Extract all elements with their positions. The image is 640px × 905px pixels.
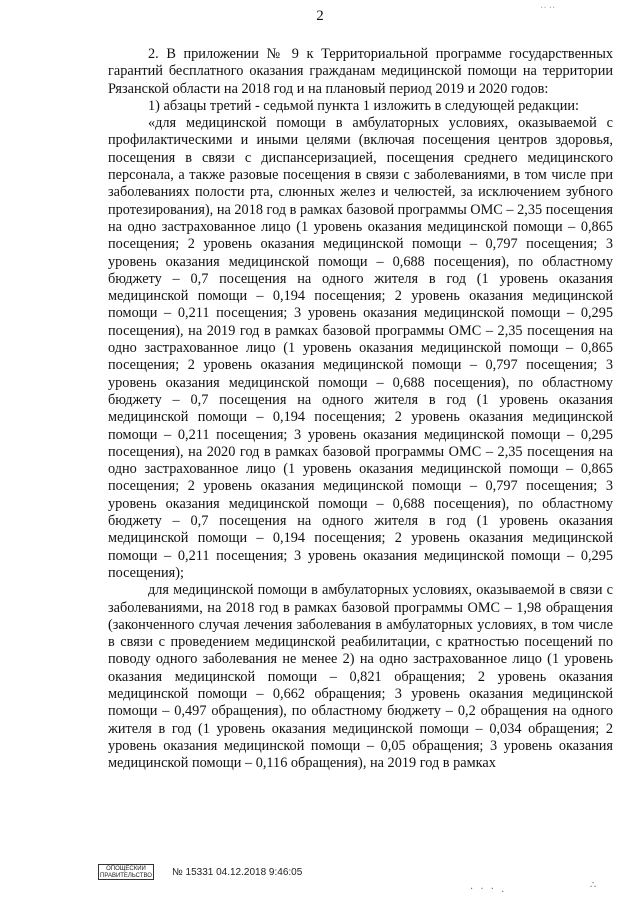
paragraph-item-2: 2. В приложении № 9 к Территориальной программе государственных гарантий бесплатного оказания гражданам медицинской помощи на территории Рязанской области на 2018 год и на плановый период 2019 и 2020 годов: <box>108 46 613 97</box>
document-body <box>108 46 613 772</box>
paragraph-subitem-1: 1) абзацы третий - седьмой пункта 1 изложить в следующей редакции: <box>148 97 580 114</box>
paragraph-appeals: для медицинской помощи в амбулаторных условиях, оказываемой в связи с заболеваниями, на 2018 год в рамках базовой программы ОМС – 1,98 обращения (законченного случая лечения заболевания в амбулаторных условиях, в том числе в связи с проведением медицинской реабилитации, с кратностью посещений по поводу одного заболевания не менее 2) на одно застрахованное лицо (1 уровень оказания медицинской помощи – 0,821 обращения; 2 уровень оказания медицинской помощи – 0,662 обращения; 3 уровень оказания медицинской помощи – 0,497 обращения), по областному бюджету – 0,2 обращения на одного жителя в год (1 уровень оказания медицинской помощи – 0,034 обращения; 2 уровень оказания медицинской помощи – 0,05 обращения; 3 уровень оказания медицинской помощи – 0,116 обращения), на 2019 год в рамках <box>108 582 613 772</box>
footer <box>98 862 302 882</box>
scan-artifact: · · · . <box>470 884 507 895</box>
paragraph-quoted-visits: «для медицинской помощи в амбулаторных условиях, оказываемой с профилактическими и иными целями (включая посещения центров здоровья, посещения в связи с диспансеризацией, посещения среднего медицинского персонала, а также разовые посещения в связи с заболеваниями, в том числе при заболеваниях полости рта, слюнных желез и челюстей, за исключением зубного протезирования), на 2018 год в рамках базовой программы ОМС – 2,35 посещения на одно застрахованное лицо (1 уровень оказания медицинской помощи – 0,865 посещения; 2 уровень оказания медицинской помощи – 0,797 посещения; 3 уровень оказания медицинской помощи – 0,688 посещения), по областному бюджету – 0,7 посещения на одного жителя в год (1 уровень оказания медицинской помощи – 0,194 посещения; 2 уровень оказания медицинской помощи – 0,211 посещения; 3 уровень оказания медицинской помощи – 0,295 посещения), на 2019 год в рамках базовой программы ОМС – 2,35 посещения на одно застрахованное лицо (1 уровень оказания медицинской помощи – 0,865 посещения; 2 уровень оказания медицинской помощи – 0,797 посещения; 3 уровень оказания медицинской помощи – 0,688 посещения), по областному бюджету – 0,7 посещения на одного жителя в год (1 уровень оказания медицинской помощи – 0,194 посещения; 2 уровень оказания медицинской помощи – 0,211 посещения; 3 уровень оказания медицинской помощи – 0,295 посещения), на 2020 год в рамках базовой программы ОМС – 2,35 посещения на одно застрахованное лицо (1 уровень оказания медицинской помощи – 0,865 посещения; 2 уровень оказания медицинской помощи – 0,797 посещения; 3 уровень оказания медицинской помощи – 0,688 посещения), по областному бюджету – 0,7 посещения на одного жителя в год (1 уровень оказания медицинской помощи – 0,194 посещения; 2 уровень оказания медицинской помощи – 0,211 посещения; 3 уровень оказания медицинской помощи – 0,295 посещения); <box>108 115 613 581</box>
page-number: 2 <box>316 8 324 24</box>
office-stamp: ОПОЩЕСКИЙ ПРАВИТЕЛЬСТВО <box>98 864 154 880</box>
scan-artifact: ‥‥ <box>540 0 558 11</box>
registration-mark: № 15331 04.12.2018 9:46:05 <box>172 866 303 878</box>
scan-artifact: ∴ <box>590 880 599 891</box>
